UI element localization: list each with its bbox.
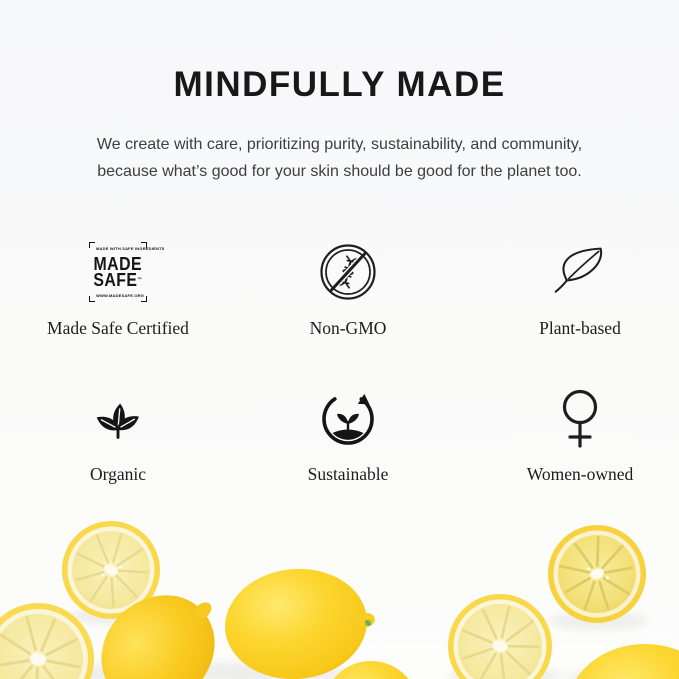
badge-label-plant-based: Plant-based [539,318,621,338]
subtitle-line-2: because what’s good for your skin should be good for the planet too. [97,163,582,180]
seal-word-safe: SAFE [93,270,138,290]
lemon-half-upper-right [543,520,651,628]
header [0,0,679,185]
lemon-half-bottom-center [444,590,557,679]
women-owned-female-symbol-icon [560,389,600,449]
badge-label-organic: Organic [89,464,147,484]
badge-made-safe [23,241,213,339]
sustainable-growth-cycle-icon [319,390,377,448]
badge-label-non-gmo: Non-GMO [309,318,387,338]
seal-word-made: MADE [93,254,143,274]
page-subtitle [0,131,679,185]
organic-leaves-icon [90,390,146,448]
badge-organic [23,389,213,485]
subtitle-line-1: We create with care, prioritizing purity, sustainability, and community, [96,136,583,153]
badge-label-women-owned: Women-owned [526,464,634,484]
page-title: MINDFULLY MADE [173,65,506,104]
plant-based-leaf-icon [550,243,610,301]
badge-label-made-safe: Made Safe Certified [47,318,189,338]
badge-non-gmo [253,241,443,339]
seal-trademark: ™ [137,277,143,283]
lemon-partial-bottom-right [567,644,679,679]
lemon-whole-center [220,562,379,679]
badge-label-sustainable: Sustainable [307,464,389,484]
badge-women-owned [485,389,675,485]
non-gmo-icon [319,243,377,301]
badge-sustainable [253,389,443,485]
seal-bottom-text: WWW.MADESAFE.ORG [96,293,145,298]
badge-plant-based [485,241,675,339]
made-safe-seal-icon [89,242,165,302]
lemons-photo [0,494,679,679]
seal-top-text: MADE WITH SAFE INGREDIENTS [96,246,165,251]
